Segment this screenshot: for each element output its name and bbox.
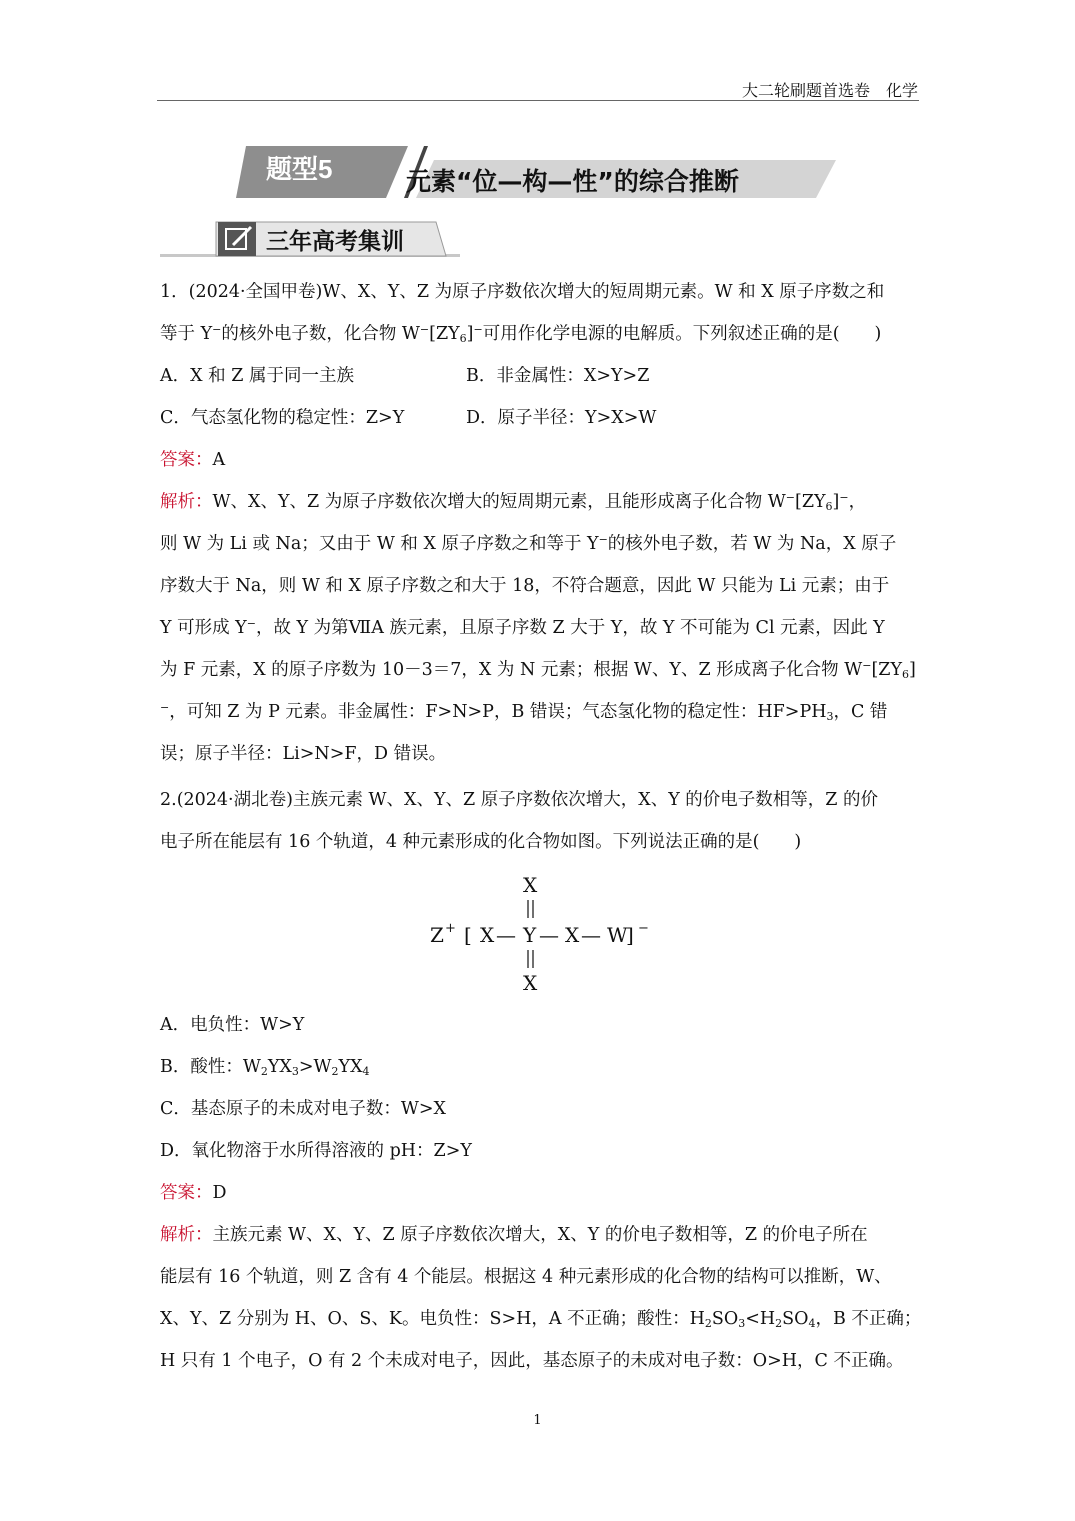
question-2-body [160,1004,922,1382]
q2-analysis-line4: H 只有 1 个电子，O 有 2 个未成对电子，因此，基态原子的未成对电子数：O>H，C 不正确。 [160,1351,904,1371]
q1-answer: 答案：A [160,450,226,470]
banner-title: 元素“位—构—性”的综合推断 [406,167,739,196]
q2-option-a: A．电负性：W>Y [160,1015,305,1035]
question-1 [160,271,916,775]
q2-stem-line2: 电子所在能层有 16 个轨道，4 种元素形成的化合物如图。下列说法正确的是( ) [160,832,802,852]
svg-text:—: — [539,923,559,947]
structure-right-bracket: ] [626,923,634,947]
page-number: 1 [533,1413,542,1428]
question-2-stem [160,779,916,863]
compound-structure-diagram [420,870,660,1000]
svg-text:—: — [496,923,516,947]
q1-analysis-line7: 误；原子半径：Li>N>F，D 错误。 [160,744,447,764]
structure-z: Z [430,923,444,947]
svg-text:−: − [638,921,649,936]
q2-analysis-line2: 能层有 16 个轨道，则 Z 含有 4 个能层。根据这 4 种元素形成的化合物的结构可以推断，W、 [160,1267,892,1287]
structure-x2: X [565,923,580,947]
svg-text:—: — [581,923,601,947]
q1-option-a: A．X 和 Z 属于同一主族 [160,366,354,386]
q2-stem-line1: 2.(2024·湖北卷)主族元素 W、X、Y、Z 原子序数依次增大，X、Y 的价电子数相等，Z 的价 [160,790,879,810]
structure-x1: X [480,923,495,947]
topic-banner [236,140,836,202]
q1-stem-line1: 1．(2024·全国甲卷)W、X、Y、Z 为原子序数依次增大的短周期元素。W 和 X 原子序数之和 [160,282,885,302]
q1-options-row2 [160,397,916,439]
structure-w: W [607,923,628,947]
q1-analysis-line4: Y 可形成 Y−，故 Y 为第ⅦA 族元素，且原子序数 Z 大于 Y，故 Y 不可能为 Cl 元素，因此 Y [160,617,885,638]
q1-option-c: C．气态氢化物的稳定性：Z>Y [160,408,405,428]
q1-stem-line2: 等于 Y−的核外电子数，化合物 $W^-[ZY_6]^-$可用作化学电源的电解质。下列叙述正确的是( ) [160,323,882,345]
q1-analysis-line1: 解析：W、X、Y、Z 为原子序数依次增大的短周期元素，且能形成离子化合物 $W^-[ZY_6]^-$， [160,491,867,513]
header-divider [157,100,919,101]
q2-option-c: C．基态原子的未成对电子数：W>X [160,1099,446,1119]
q2-option-b: B．酸性：$W_2YX_3>W_2YX_4$ [160,1057,370,1078]
section-title: 三年高考集训 [266,229,404,255]
q1-option-d: D．原子半径：Y>X>W [466,408,657,428]
section-header [160,218,460,264]
svg-text:+: + [445,921,456,936]
structure-left-bracket: [ [464,923,472,947]
q1-analysis-line3: 序数大于 Na，则 W 和 X 原子序数之和大于 18，不符合题意，因此 W 只能为 Li 元素；由于 [160,576,890,596]
q1-analysis-line2: 则 W 为 Li 或 Na；又由于 W 和 X 原子序数之和等于 Y−的核外电子数，若 W 为 Na，X 原子 [160,533,897,554]
q2-analysis-line3: X、Y、Z 分别为 H、O、S、K。电负性：S>H，A 不正确；酸性：$H_2SO_3<H_2SO_4$，B 不正确； [160,1309,922,1330]
q1-options-row1 [160,355,916,397]
structure-top-x: X [523,873,538,897]
q2-option-d: D．氧化物溶于水所得溶液的 pH：Z>Y [160,1141,472,1161]
q1-analysis-line5: 为 F 元素，X 的原子序数为 10－3＝7，X 为 N 元素；根据 W、Y、Z 形成离子化合物 $W^-[ZY_6]$ [160,659,916,681]
q1-option-b: B．非金属性：X>Y>Z [466,366,650,386]
header-title: 大二轮刷题首选卷 化学 [741,81,918,100]
banner-label: 题型5 [266,154,333,184]
q2-answer: 答案：D [160,1183,227,1203]
q1-analysis-line6: −，可知 Z 为 P 元素。非金属性：F>N>P，B 错误；气态氢化物的稳定性：$HF>PH_3$，C 错 [160,701,888,723]
structure-bottom-x: X [523,971,538,995]
structure-y: Y [523,923,537,947]
q2-analysis-line1: 解析：主族元素 W、X、Y、Z 原子序数依次增大，X、Y 的价电子数相等，Z 的价电子所在 [160,1225,868,1245]
